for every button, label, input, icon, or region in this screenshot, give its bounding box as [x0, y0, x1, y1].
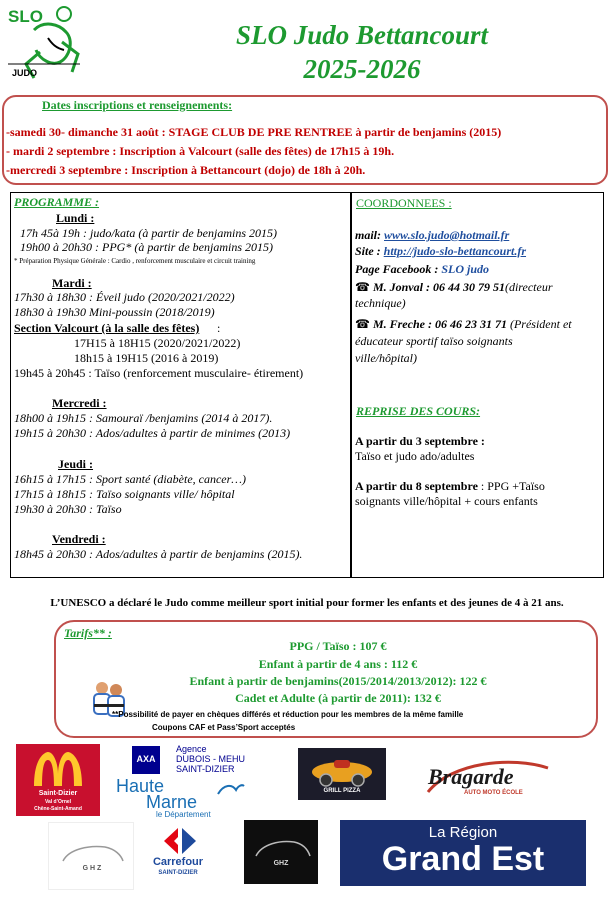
- tarifs-heading: Tarifs** :: [64, 626, 112, 640]
- facebook-name[interactable]: SLO judo: [441, 262, 489, 276]
- facebook-label: Page Facebook :: [355, 262, 442, 276]
- mcdo-city: Saint-Dizier: [38, 790, 78, 797]
- sponsor-grand-est: [340, 820, 586, 886]
- sponsor-carrefour: [138, 826, 218, 882]
- phone-icon: ☎: [355, 317, 370, 331]
- reprise-heading: REPRISE DES COURS:: [356, 404, 481, 418]
- logo-letters: SLO: [8, 7, 43, 26]
- section-valcourt: Section Valcourt (à la salle des fêtes): [14, 321, 200, 335]
- hm-line: Haute: [116, 776, 165, 796]
- mail-link[interactable]: www.slo.judo@hotmail.fr: [384, 228, 510, 242]
- mcdonalds-arches-icon: [16, 748, 100, 788]
- reprise-date: A partir du 8 septembre: [355, 479, 478, 493]
- contact-freche: [355, 317, 572, 331]
- bird-icon: [216, 780, 246, 800]
- schedule-line: 17H15 à 18H15 (2020/2021/2022): [74, 336, 241, 350]
- region-line: La Région: [428, 824, 498, 841]
- schedule-line: 18h45 à 20h30 : Ados/adultes à partir de benjamins (2015).: [14, 547, 303, 561]
- reprise-date: A partir du 3 septembre :: [355, 434, 485, 448]
- page-title: SLO Judo Bettancourt: [235, 20, 489, 50]
- schedule-line: 16h15 à 17h15 : Sport santé (diabète, cancer…): [14, 472, 246, 486]
- day-mardi: Mardi :: [52, 276, 92, 290]
- section-colon: :: [217, 321, 221, 335]
- schedule-line: 19h30 à 20h30 : Taïso: [14, 502, 122, 516]
- reprise-text: : PPG +Taïso: [477, 479, 545, 493]
- mcdo-place: Chêne-Saint-Amand: [34, 806, 82, 812]
- contact-facebook: [355, 262, 489, 276]
- ppg-note: * Préparation Physique Générale : Cardio , renforcement musculaire et circuit training: [14, 257, 256, 265]
- day-jeudi: Jeudi :: [58, 457, 94, 471]
- car-icon: [298, 750, 386, 790]
- schedule-line: 18h00 à 19h15 : Samouraï /benjamins (2014 à 2017).: [14, 411, 273, 425]
- site-label: Site :: [355, 244, 384, 258]
- inscription-line: - mardi 2 septembre : Inscription à Valcourt (salle des fêtes) de 17h15 à 19h.: [6, 144, 395, 158]
- axa-logo-icon: [132, 746, 160, 774]
- grill-text: GRILL PIZZA: [323, 788, 361, 794]
- jonval-role-cont: technique): [355, 296, 406, 310]
- hm-sub: le Département: [156, 810, 211, 819]
- freche-role-cont: ville/hôpital): [355, 351, 417, 365]
- coordonnees-heading: COORDONNEES :: [356, 196, 452, 210]
- contact-mail: [355, 228, 509, 242]
- sponsor-axa: [132, 744, 262, 776]
- day-lundi: Lundi :: [56, 211, 95, 225]
- jonval-role: (directeur: [504, 280, 553, 294]
- inscription-line: -mercredi 3 septembre : Inscription à Bettancourt (dojo) de 18h à 20h.: [6, 163, 366, 177]
- carrefour-name: Carrefour: [152, 856, 204, 868]
- day-mercredi: Mercredi :: [52, 396, 107, 410]
- unesco-statement: L’UNESCO a déclaré le Judo comme meilleur sport initial pour former les enfants et des jeunes de 4 à 21 ans.: [50, 597, 564, 609]
- reprise-text: soignants ville/hôpital + cours enfants: [355, 494, 538, 508]
- tarif-benjamins: Enfant à partir de benjamins(2015/2014/2013/2012): 122 €: [189, 674, 487, 688]
- jonval-phone: M. Jonval : 06 44 30 79 51: [372, 280, 505, 294]
- ghz-dark-text: GHZ: [273, 860, 289, 867]
- mcdo-place: Val d’Ornel: [44, 799, 72, 805]
- tarif-note: **Possibilité de payer en chèques différés et réduction pour les membres de la même famille: [112, 710, 464, 719]
- freche-phone: M. Freche : 06 46 23 31 71: [372, 317, 507, 331]
- sponsor-grill-pizza: [298, 748, 386, 800]
- bragarde-name: Bragarde: [428, 764, 514, 789]
- axa-logo-text: AXA: [136, 754, 156, 764]
- sponsor-haute-marne: [116, 776, 256, 820]
- tarif-cadet: Cadet et Adulte (à partir de 2011): 132 €: [235, 691, 441, 705]
- tarif-note: Coupons CAF et Pass’Sport acceptés: [152, 723, 296, 732]
- reprise-text: Taïso et judo ado/adultes: [355, 449, 475, 463]
- schedule-line: 19h15 à 20h30 : Ados/adultes à partir de minimes (2013): [14, 426, 291, 440]
- reprise-line: [355, 479, 545, 493]
- ghz-text: G H Z: [82, 865, 102, 872]
- phone-icon: ☎: [355, 280, 370, 294]
- logo-sub: JUDO: [12, 68, 38, 78]
- carrefour-sub: SAINT-DIZIER: [158, 870, 198, 876]
- day-vendredi: Vendredi :: [52, 532, 106, 546]
- sponsor-ghz: [48, 822, 134, 890]
- axa-line: SAINT-DIZIER: [176, 764, 235, 774]
- contact-site: [355, 244, 526, 258]
- tarif-ppg: PPG / Taïso : 107 €: [289, 639, 387, 653]
- sponsor-ghz-dark: [244, 820, 318, 884]
- region-name: Grand Est: [381, 840, 545, 878]
- schedule-line: 18h30 à 19h30 Mini-poussin (2018/2019): [14, 305, 215, 319]
- sponsor-mcdonalds: [16, 744, 100, 816]
- schedule-line: 19h45 à 20h45 : Taïso (renforcement musculaire- étirement): [14, 366, 304, 380]
- inscription-line: -samedi 30- dimanche 31 août : STAGE CLUB DE PRE RENTREE à partir de benjamins (2015): [6, 125, 502, 139]
- carrefour-logo-icon: [160, 826, 200, 856]
- programme-heading: PROGRAMME :: [14, 195, 100, 209]
- mail-label: mail:: [355, 228, 384, 242]
- table-divider: [350, 192, 352, 578]
- season: 2025-2026: [303, 54, 421, 84]
- contact-jonval: [355, 280, 553, 294]
- schedule-line: 19h00 à 20h30 : PPG* (à partir de benjamins 2015): [20, 240, 273, 254]
- freche-role: (Président et: [506, 317, 572, 331]
- sponsor-bragarde: [422, 752, 554, 802]
- axa-line: DUBOIS - MEHU: [176, 754, 246, 764]
- schedule-line: 18h15 à 19H15 (2016 à 2019): [74, 351, 219, 365]
- schedule-line: 17h 45à 19h : judo/kata (à partir de benjamins 2015): [20, 226, 277, 240]
- axa-line: Agence: [176, 744, 207, 754]
- inscriptions-heading: Dates inscriptions et renseignements:: [42, 98, 233, 112]
- schedule-line: 17h30 à 18h30 : Éveil judo (2020/2021/2022): [14, 290, 235, 304]
- freche-role-cont: éducateur sportif taïso soignants: [355, 334, 513, 348]
- hm-line: Marne: [146, 792, 198, 812]
- site-link[interactable]: http://judo-slo-bettancourt.fr: [383, 244, 527, 258]
- bragarde-sub: AUTO MOTO ÉCOLE: [464, 790, 523, 796]
- schedule-line: 17h15 à 18h15 : Taïso soignants ville/ hôpital: [14, 487, 235, 501]
- tarif-enfant4: Enfant à partir de 4 ans : 112 €: [258, 657, 418, 671]
